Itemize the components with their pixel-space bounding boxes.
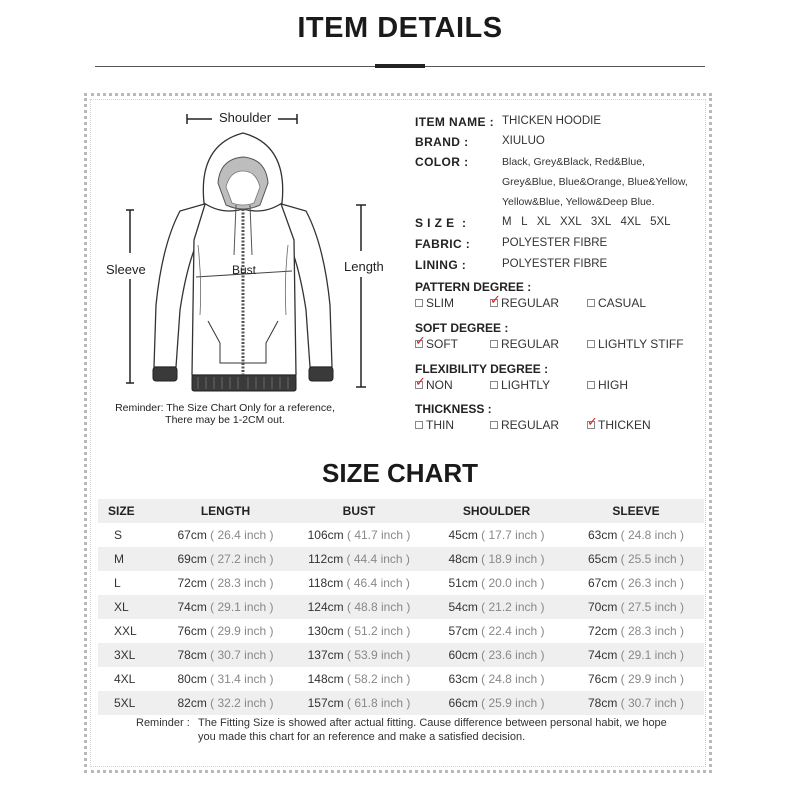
bust-cell (293, 547, 425, 571)
table-row (98, 571, 704, 595)
size-cell: L (98, 571, 158, 595)
length-cell (158, 667, 293, 691)
sleeve-inch: ( 30.7 inch ) (620, 696, 685, 710)
size-cell: S (98, 523, 158, 547)
length-inch: ( 28.3 inch ) (210, 576, 274, 590)
length-label: Length (344, 259, 384, 274)
size-chart-title: SIZE CHART (322, 458, 478, 488)
length-cm: 74cm (177, 600, 207, 614)
shoulder-cell (425, 595, 568, 619)
table-row (98, 691, 704, 715)
shoulder-inch: ( 20.0 inch ) (481, 576, 545, 590)
reminder-line2: you made this chart for an reference and make a satisfied decision. (198, 731, 526, 743)
checked-checkbox-icon (415, 381, 423, 389)
bust-cm: 137cm (307, 648, 344, 662)
bust-cm: 157cm (307, 696, 344, 710)
sleeve-cell (568, 571, 704, 595)
shoulder-inch: ( 21.2 inch ) (481, 600, 545, 614)
bust-inch: ( 53.9 inch ) (347, 648, 411, 662)
flex-option-lightly: LIGHTLY (490, 378, 550, 392)
sleeve-inch: ( 26.3 inch ) (620, 576, 685, 590)
shoulder-cell (425, 619, 568, 643)
header-size: SIZE (98, 499, 158, 523)
length-inch: ( 26.4 inch ) (210, 528, 274, 542)
sleeve-label: Sleeve (106, 262, 146, 277)
sleeve-inch: ( 24.8 inch ) (620, 528, 685, 542)
length-inch: ( 29.9 inch ) (210, 624, 274, 638)
bust-cm: 124cm (307, 600, 344, 614)
sleeve-inch: ( 25.5 inch ) (620, 552, 685, 566)
bust-cell (293, 595, 425, 619)
table-row (98, 619, 704, 643)
brand-value: XIULUO (502, 135, 545, 147)
shoulder-inch: ( 24.8 inch ) (481, 672, 545, 686)
shoulder-cell (425, 643, 568, 667)
sleeve-inch: ( 29.1 inch ) (620, 648, 685, 662)
bust-inch: ( 51.2 inch ) (347, 624, 411, 638)
sleeve-cell (568, 691, 704, 715)
fitting-reminder (136, 716, 696, 744)
checkbox-icon (415, 299, 423, 307)
shoulder-cell (425, 691, 568, 715)
size-cell: 4XL (98, 667, 158, 691)
table-row (98, 643, 704, 667)
size-table (98, 499, 704, 715)
bust-cm: 112cm (308, 552, 344, 566)
pattern-option-casual: CASUAL (587, 296, 646, 310)
thickness-option-regular: REGULAR (490, 418, 559, 432)
size-value: M L XL XXL 3XL 4XL 5XL (502, 216, 671, 228)
shoulder-cell (425, 571, 568, 595)
thickness-title: THICKNESS : (415, 402, 492, 416)
length-cell (158, 619, 293, 643)
reminder-line1: The Fitting Size is showed after actual fitting. Cause difference between personal habit, we hope (198, 717, 667, 729)
shoulder-cell (425, 523, 568, 547)
shoulder-cm: 54cm (448, 600, 478, 614)
soft-option-soft: ✓ SOFT (415, 337, 458, 351)
bust-cell (293, 691, 425, 715)
length-cm: 72cm (177, 576, 207, 590)
sleeve-inch: ( 29.9 inch ) (620, 672, 685, 686)
diagram-reminder-line1: Reminder: The Size Chart Only for a reference, (115, 402, 335, 414)
bust-cm: 148cm (307, 672, 344, 686)
shoulder-cm: 48cm (448, 552, 478, 566)
length-cell (158, 691, 293, 715)
flexibility-degree-title: FLEXIBILITY DEGREE : (415, 362, 549, 376)
header-shoulder: SHOULDER (425, 499, 568, 523)
checkbox-icon (587, 299, 595, 307)
diagram-reminder-line2: There may be 1-2CM out. (165, 414, 285, 426)
checked-checkbox-icon (587, 421, 595, 429)
bust-inch: ( 58.2 inch ) (347, 672, 411, 686)
shoulder-cm: 66cm (448, 696, 478, 710)
sleeve-cell (568, 547, 704, 571)
length-cell (158, 571, 293, 595)
sleeve-cell (568, 619, 704, 643)
sleeve-cm: 63cm (587, 528, 618, 542)
sleeve-cm: 76cm (587, 672, 618, 686)
table-row (98, 595, 704, 619)
length-cell (158, 547, 293, 571)
flex-option-high: HIGH (587, 378, 628, 392)
fabric-value: POLYESTER FIBRE (502, 237, 608, 249)
table-row (98, 523, 704, 547)
sleeve-cm: 72cm (587, 624, 618, 638)
length-cm: 78cm (177, 648, 207, 662)
size-cell: XL (98, 595, 158, 619)
shoulder-inch: ( 23.6 inch ) (481, 648, 545, 662)
size-cell: 5XL (98, 691, 158, 715)
reminder-label: Reminder : (136, 717, 190, 729)
bust-inch: ( 46.4 inch ) (346, 576, 410, 590)
shoulder-cell (425, 547, 568, 571)
shoulder-cell (425, 667, 568, 691)
bust-inch: ( 48.8 inch ) (347, 600, 411, 614)
length-cm: 82cm (177, 696, 207, 710)
bust-cell (293, 571, 425, 595)
checked-checkbox-icon (415, 340, 423, 348)
shoulder-inch: ( 17.7 inch ) (481, 528, 545, 542)
checkbox-icon (490, 381, 498, 389)
sleeve-cm: 65cm (587, 552, 618, 566)
brand-label: BRAND : (415, 135, 469, 149)
sleeve-cm: 70cm (587, 600, 618, 614)
length-cell (158, 523, 293, 547)
sleeve-cell (568, 523, 704, 547)
length-inch: ( 29.1 inch ) (210, 600, 274, 614)
size-cell: XXL (98, 619, 158, 643)
shoulder-cm: 51cm (448, 576, 478, 590)
sleeve-cm: 67cm (587, 576, 618, 590)
soft-degree-title: SOFT DEGREE : (415, 321, 509, 335)
color-value-line1: Black, Grey&Black, Red&Blue, (502, 156, 645, 168)
bust-cell (293, 643, 425, 667)
length-inch: ( 27.2 inch ) (210, 552, 274, 566)
shoulder-cm: 60cm (448, 648, 478, 662)
shoulder-cm: 45cm (448, 528, 478, 542)
checkbox-icon (587, 381, 595, 389)
checkbox-icon (587, 340, 595, 348)
color-value-line2: Grey&Blue, Blue&Orange, Blue&Yellow, (502, 176, 688, 188)
length-cm: 69cm (177, 552, 207, 566)
length-inch: ( 31.4 inch ) (210, 672, 274, 686)
sleeve-inch: ( 27.5 inch ) (620, 600, 685, 614)
lining-label: LINING : (415, 258, 467, 272)
bust-cm: 106cm (307, 528, 344, 542)
item-name-value: THICKEN HOODIE (502, 115, 602, 127)
bust-cell (293, 619, 425, 643)
flex-option-non: ✓ NON (415, 378, 453, 392)
table-row (98, 547, 704, 571)
pattern-option-regular: ✓ REGULAR (490, 296, 559, 310)
pattern-degree-title: PATTERN DEGREE : (415, 280, 532, 294)
checkbox-icon (490, 340, 498, 348)
color-value-line3: Yellow&Blue, Yellow&Deep Blue. (502, 196, 655, 208)
size-cell: 3XL (98, 643, 158, 667)
shoulder-label: Shoulder (219, 110, 272, 125)
bust-cell (293, 523, 425, 547)
color-label: COLOR : (415, 155, 469, 169)
length-arrow (356, 205, 366, 387)
size-cell: M (98, 547, 158, 571)
sleeve-cell (568, 595, 704, 619)
soft-option-lightly-stiff: LIGHTLY STIFF (587, 337, 684, 351)
sleeve-cell (568, 643, 704, 667)
bust-inch: ( 44.4 inch ) (346, 552, 410, 566)
sleeve-arrow (126, 210, 134, 383)
bust-cm: 130cm (307, 624, 344, 638)
fabric-label: FABRIC : (415, 237, 471, 251)
sleeve-cm: 78cm (587, 696, 618, 710)
length-inch: ( 32.2 inch ) (210, 696, 274, 710)
length-cm: 76cm (177, 624, 207, 638)
checkbox-icon (415, 421, 423, 429)
checkbox-icon (490, 421, 498, 429)
diagram-reminder (110, 402, 340, 426)
shoulder-inch: ( 22.4 inch ) (481, 624, 545, 638)
title-divider-accent (375, 64, 425, 68)
length-cm: 67cm (177, 528, 207, 542)
shoulder-cm: 57cm (448, 624, 478, 638)
soft-option-regular: REGULAR (490, 337, 559, 351)
bust-label: Bust (232, 263, 257, 277)
pattern-option-slim: SLIM (415, 296, 454, 310)
lining-value: POLYESTER FIBRE (502, 258, 608, 270)
thickness-option-thicken: ✓ THICKEN (587, 418, 651, 432)
bust-cell (293, 667, 425, 691)
hoodie-diagram (100, 105, 390, 405)
sleeve-cell (568, 667, 704, 691)
header-sleeve: SLEEVE (568, 499, 704, 523)
checked-checkbox-icon (490, 299, 498, 307)
header-length: LENGTH (158, 499, 293, 523)
sleeve-inch: ( 28.3 inch ) (620, 624, 685, 638)
length-inch: ( 30.7 inch ) (210, 648, 274, 662)
bust-cm: 118cm (308, 576, 344, 590)
item-name-label: ITEM NAME : (415, 115, 495, 129)
shoulder-inch: ( 25.9 inch ) (481, 696, 545, 710)
sleeve-cm: 74cm (587, 648, 618, 662)
length-cell (158, 595, 293, 619)
table-row (98, 667, 704, 691)
page-title: ITEM DETAILS (297, 12, 503, 44)
shoulder-inch: ( 18.9 inch ) (481, 552, 545, 566)
header-bust: BUST (293, 499, 425, 523)
length-cell (158, 643, 293, 667)
size-table-header (98, 499, 704, 523)
length-cm: 80cm (177, 672, 207, 686)
bust-inch: ( 41.7 inch ) (347, 528, 411, 542)
thickness-option-thin: THIN (415, 418, 454, 432)
shoulder-cm: 63cm (448, 672, 478, 686)
bust-inch: ( 61.8 inch ) (347, 696, 411, 710)
size-label: S I Z E : (415, 216, 467, 230)
